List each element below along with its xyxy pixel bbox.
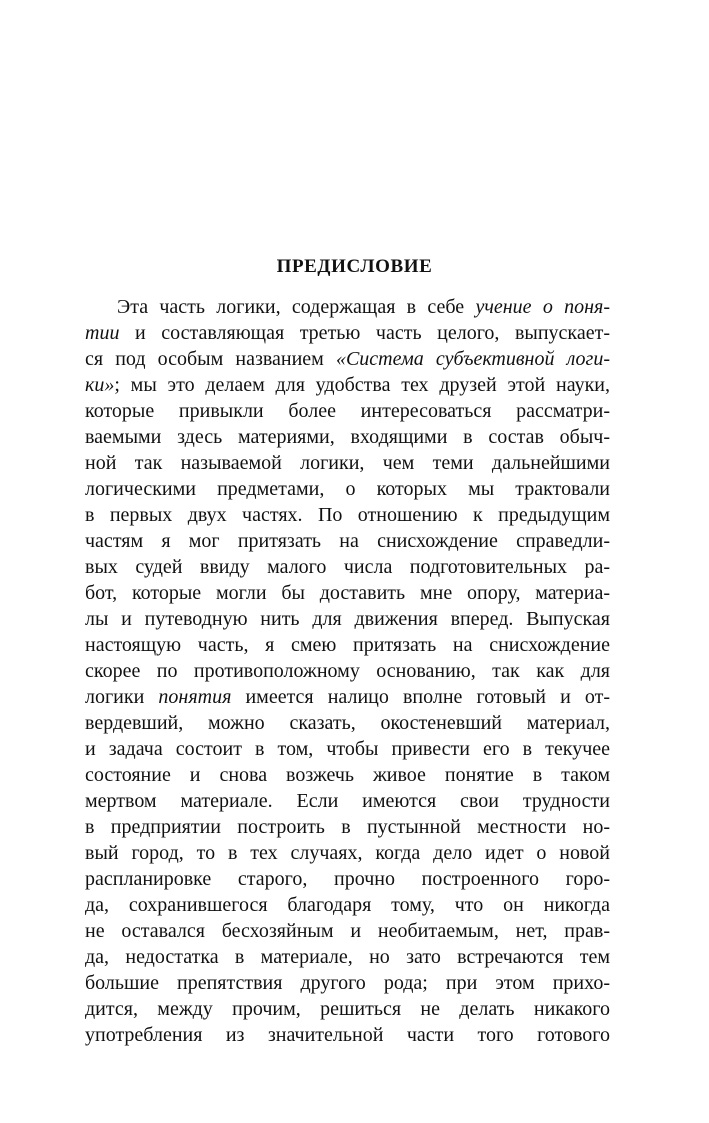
text-line [85, 346, 610, 372]
text-segment: частям я мог притязать на снисхождение справедли- [85, 530, 610, 552]
text-segment: вых судей ввиду малого числа подготовительных ра- [85, 556, 610, 578]
text-line [85, 866, 610, 892]
text-segment: да, сохранившегося благодаря тому, что он никогда [85, 894, 610, 916]
text-line [85, 632, 610, 658]
text-line [85, 424, 610, 450]
italic-text: учение о поня- [475, 296, 610, 318]
text-line [85, 554, 610, 580]
text-line [85, 840, 610, 866]
text-line [85, 814, 610, 840]
text-line [85, 320, 610, 346]
text-line [85, 372, 610, 398]
text-line [85, 502, 610, 528]
text-segment: ной так называемой логики, чем теми дальнейшими [85, 452, 610, 474]
text-line [85, 762, 610, 788]
text-segment: вердевший, можно сказать, окостеневший материал, [85, 712, 610, 734]
text-segment: не оставался бесхозяйным и необитаемым, нет, прав- [85, 920, 610, 942]
text-line [85, 788, 610, 814]
text-segment: ся под особым названием [85, 348, 336, 370]
text-line [85, 996, 610, 1022]
text-segment: и составляющая третью часть целого, выпускает- [119, 322, 610, 344]
text-segment: да, недостатка в материале, но зато встречаются тем [85, 946, 610, 968]
text-segment: мертвом материале. Если имеются свои трудности [85, 790, 610, 812]
italic-text: понятия [158, 686, 232, 708]
text-line [85, 736, 610, 762]
text-line [85, 294, 610, 320]
text-segment: в предприятии построить в пустынной местности но- [85, 816, 610, 838]
text-segment: ; мы это делаем для удобства тех друзей этой науки, [114, 374, 610, 396]
preface-body [85, 294, 610, 1048]
text-segment: большие препятствия другого рода; при этом прихо- [85, 972, 610, 994]
text-segment: лы и путеводную нить для движения вперед. Выпуская [85, 608, 610, 630]
text-segment: скорее по противоположному основанию, так как для [85, 660, 610, 682]
text-segment: вый город, то в тех случаях, когда дело идет о новой [85, 842, 610, 864]
italic-text: «Система субъективной логи- [335, 348, 611, 370]
text-line [85, 606, 610, 632]
text-line [85, 970, 610, 996]
text-line [85, 476, 610, 502]
text-line [85, 450, 610, 476]
italic-text: ки» [85, 374, 115, 396]
text-segment: бот, которые могли бы доставить мне опору, материа- [85, 582, 610, 604]
italic-text: тии [85, 322, 120, 344]
text-segment: употребления из значительной части того готового [85, 1024, 610, 1046]
text-segment: настоящую часть, я смею притязать на снисхождение [85, 634, 610, 656]
text-segment: распланировке старого, прочно построенного горо- [85, 868, 610, 890]
text-segment: дится, между прочим, решиться не делать никакого [85, 998, 610, 1020]
text-line [85, 528, 610, 554]
text-line [85, 580, 610, 606]
text-line [85, 918, 610, 944]
text-segment: логическими предметами, о которых мы трактовали [85, 478, 610, 500]
text-segment: состояние и снова возжечь живое понятие в таком [85, 764, 610, 786]
text-segment: имеется налицо вполне готовый и от- [231, 686, 610, 708]
text-segment: ваемыми здесь материями, входящими в состав обыч- [85, 426, 610, 448]
text-segment: и задача состоит в том, чтобы привести его в текучее [85, 738, 610, 760]
text-line [85, 1022, 610, 1048]
text-segment: в первых двух частях. По отношению к предыдущим [85, 504, 610, 526]
text-segment: Эта часть логики, содержащая в себе [117, 296, 476, 318]
text-line [85, 892, 610, 918]
text-line [85, 684, 610, 710]
page-title: ПРЕДИСЛОВИЕ [276, 256, 433, 277]
text-line [85, 658, 610, 684]
text-line [85, 398, 610, 424]
text-segment: логики [85, 686, 159, 708]
text-segment: которые привыкли более интересоваться рассматри- [85, 400, 610, 422]
text-line [85, 710, 610, 736]
text-line [85, 944, 610, 970]
